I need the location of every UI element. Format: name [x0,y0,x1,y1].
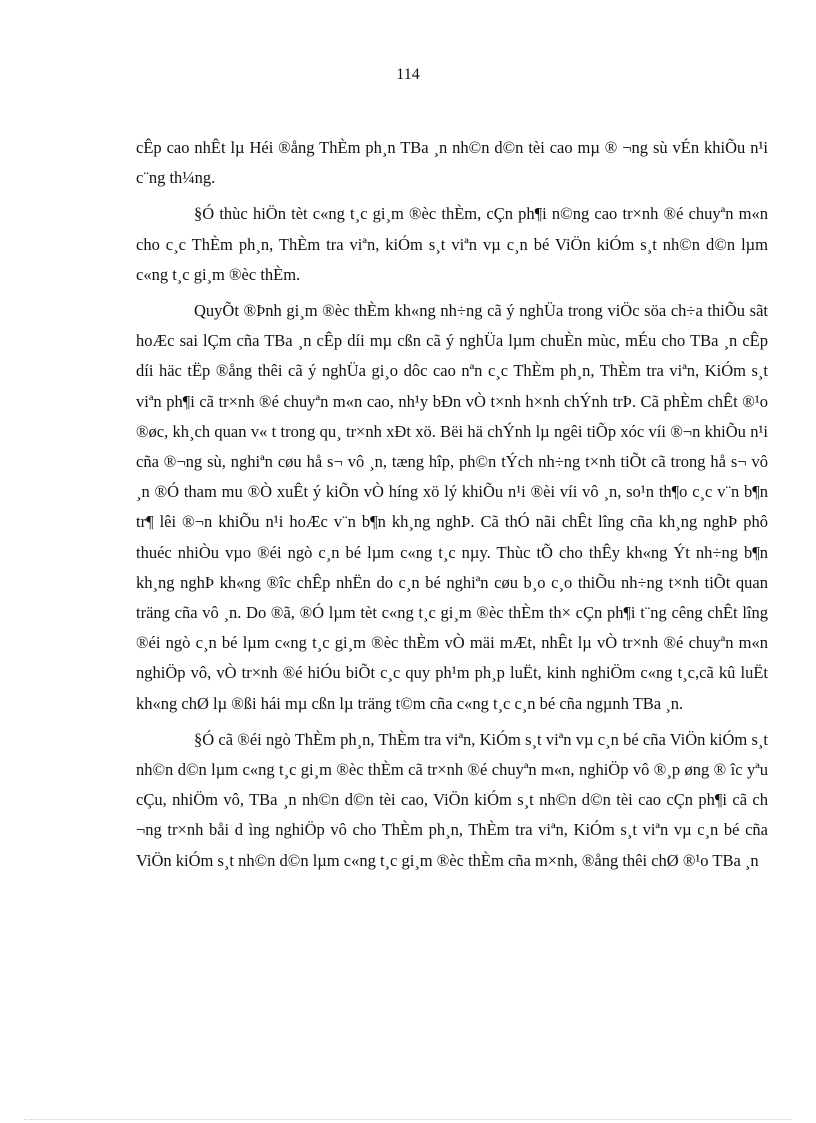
page-number: 114 [396,66,420,83]
document-body [136,133,768,882]
paragraph-3: QuyÕt ®Þnh gi¸m ®èc thÈm kh«ng nh÷ng cã ý nghÜa trong viÖc söa ch÷a thiÕu sãt hoÆc sai lÇm cña TBa ¸n cÊp díi mµ cßn cã ý nghÜa lµm chuÈn mùc, mÉu cho TBa ¸n cÊp díi häc tËp ®ång thêi cã ý nghÜa gi¸o dôc cao nªn c¸c ThÈm ph¸n, ThÈm tra viªn, KiÓm s¸t viªn ph¶i cã tr×nh ®é chuyªn m«n cao, nh¹y bÐn vÒ t×nh h×nh chÝnh trÞ. Cã phÈm chÊt ®¹o ®øc, kh¸ch quan v« t trong qu¸ tr×nh xÐt xö. Bëi hä chÝnh lµ ngêi tiÕp xóc víi ®¬n khiÕu n¹i cña ®¬ng sù, nghiªn cøu hå s¬ vô ¸n, tæng hîp, ph©n tÝch nh÷ng t×nh tiÕt cã trong hå s¬ vô ¸n ®Ó tham mu ®Ò xuÊt ý kiÕn vÒ híng xö lý khiÕu n¹i ®èi víi vô ¸n, so¹n th¶o c¸c v¨n b¶n tr¶ lêi ®¬n khiÕu n¹i hoÆc v¨n b¶n kh¸ng nghÞ. Cã thÓ nãi chÊt lîng cña kh¸ng nghÞ phô thuéc nhiÒu vµo ®éi ngò c¸n bé lµm c«ng t¸c nµy. Thùc tÕ cho thÊy kh«ng Ýt nh÷ng b¶n kh¸ng nghÞ kh«ng ®îc chÊp nhËn do c¸n bé nghiªn cøu b¸o c¸o thiÕu nh÷ng t×nh tiÕt quan träng cña vô ¸n. Do ®ã, ®Ó lµm tèt c«ng t¸c gi¸m ®èc thÈm th× cÇn ph¶i t¨ng cêng chÊt lîng ®éi ngò c¸n bé lµm c«ng t¸c gi¸m ®èc thÈm vÒ mäi mÆt, nhÊt lµ vÒ tr×nh ®é chuyªn m«n nghiÖp vô, vÒ tr×nh ®é hiÓu biÕt c¸c quy ph¹m ph¸p luËt, kinh nghiÖm c«ng t¸c,cã kû luËt kh«ng chØ lµ ®ßi hái mµ cßn lµ träng t©m cña c«ng t¸c c¸n bé cña ngµnh TBa ¸n. [136,301,768,713]
paragraph-2: §Ó thùc hiÖn tèt c«ng t¸c gi¸m ®èc thÈm, cÇn ph¶i n©ng cao tr×nh ®é chuyªn m«n cho c¸c ThÈm ph¸n, ThÈm tra viªn, kiÓm s¸t viªn vµ c¸n bé ViÖn kiÓm s¸t nh©n d©n lµm c«ng t¸c gi¸m ®èc thÈm. [136,204,768,284]
paragraph-4: §Ó cã ®éi ngò ThÈm ph¸n, ThÈm tra viªn, KiÓm s¸t viªn vµ c¸n bé cña ViÖn kiÓm s¸t nh©n d©n lµm c«ng t¸c gi¸m ®èc thÈm cã tr×nh ®é chuyªn m«n, nghiÖp vô ®¸p øng ® îc yªu cÇu, nhiÖm vô, TBa ¸n nh©n d©n tèi cao, ViÖn kiÓm s¸t nh©n d©n tèi cao cÇn ph¶i cã ch ¬ng tr×nh båi d ìng nghiÖp vô cho ThÈm ph¸n, ThÈm tra viªn, KiÓm s¸t viªn vµ c¸n bé cña ViÖn kiÓm s¸t nh©n d©n lµm c«ng t¸c gi¸m ®èc thÈm cña m×nh, ®ång thêi chØ ®¹o TBa ¸n [136,729,768,870]
paragraph-1: cÊp cao nhÊt lµ Héi ®ång ThÈm ph¸n TBa ¸n nh©n d©n tèi cao mµ ® ¬ng sù vÉn khiÕu n¹i c¨ng th¼ng. [136,138,768,188]
page-bottom-divider [24,1119,792,1120]
